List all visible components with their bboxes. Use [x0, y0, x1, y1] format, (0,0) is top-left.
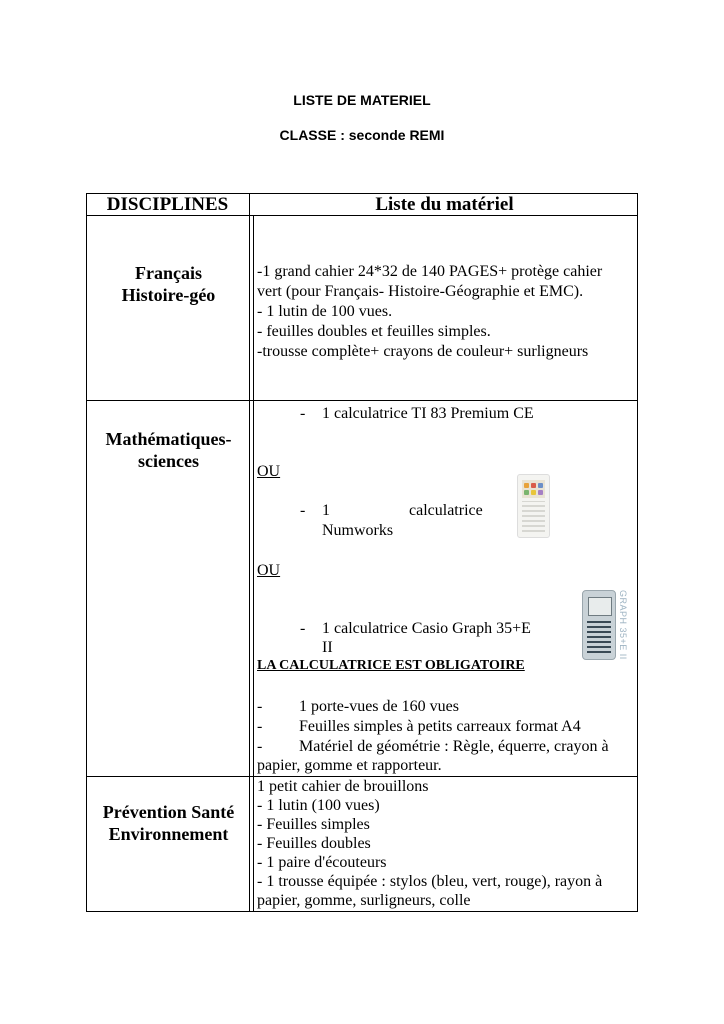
calc-casio-1: 1 calculatrice Casio Graph 35+E	[322, 620, 531, 637]
pse-item-5: - 1 paire d'écouteurs	[257, 854, 387, 871]
column-divider-inner	[253, 216, 254, 912]
header-disciplines: DISCIPLINES	[106, 194, 229, 215]
casio-calculator-image	[582, 590, 616, 660]
maths-item-1: 1 porte-vues de 160 vues	[299, 698, 459, 715]
discipline-pse-line1: Prévention Santé	[102, 802, 235, 822]
row-divider-1	[86, 400, 638, 401]
maths-item-3-cont: papier, gomme et rapporteur.	[257, 757, 442, 774]
francais-item-3: - 1 lutin de 100 vues.	[257, 303, 393, 320]
class-subtitle: CLASSE : seconde REMI	[279, 127, 445, 143]
calc-numworks-2: calculatrice	[409, 502, 483, 519]
pse-item-3: - Feuilles simples	[257, 816, 370, 833]
pse-item-4: - Feuilles doubles	[257, 835, 371, 852]
ou-2: OU	[257, 562, 281, 579]
pse-item-6: - 1 trousse équipée : stylos (bleu, vert, rouge), rayon à	[257, 873, 603, 890]
dash-casio: -	[300, 620, 306, 637]
francais-item-2: vert (pour Français- Histoire-Géographie et EMC).	[257, 283, 584, 300]
calc-numworks-3: Numworks	[322, 522, 394, 539]
pse-item-2: - 1 lutin (100 vues)	[257, 797, 380, 814]
discipline-francais	[86, 262, 251, 306]
discipline-pse	[86, 801, 251, 845]
dash-numworks: -	[300, 502, 306, 519]
pse-item-7: papier, gomme, surligneurs, colle	[257, 892, 471, 909]
dash-ti: -	[300, 405, 306, 422]
calc-ti: 1 calculatrice TI 83 Premium CE	[322, 405, 534, 422]
discipline-maths-line2: sciences	[138, 451, 199, 471]
calc-numworks-1: 1	[322, 502, 330, 519]
maths-dash-2: -	[257, 718, 263, 735]
maths-dash-1: -	[257, 698, 263, 715]
discipline-pse-line2: Environnement	[108, 824, 229, 844]
header-materiel: Liste du matériel	[375, 194, 514, 215]
maths-dash-3: -	[257, 738, 263, 755]
francais-item-1: -1 grand cahier 24*32 de 140 PAGES+ protège cahier	[257, 263, 603, 280]
francais-item-5: -trousse complète+ crayons de couleur+ surligneurs	[257, 343, 589, 360]
maths-item-2: Feuilles simples à petits carreaux format A4	[299, 718, 581, 735]
calc-casio-2: II	[322, 639, 333, 656]
calculatrice-obligatoire: LA CALCULATRICE EST OBLIGATOIRE	[257, 658, 525, 673]
numworks-calculator-image	[517, 474, 550, 538]
discipline-maths-line1: Mathématiques-	[105, 429, 232, 449]
document-title: LISTE DE MATERIEL	[293, 92, 431, 108]
discipline-francais-line2: Histoire-géo	[121, 285, 216, 305]
pse-item-1: 1 petit cahier de brouillons	[257, 778, 429, 795]
francais-item-4: - feuilles doubles et feuilles simples.	[257, 323, 491, 340]
discipline-maths	[86, 428, 251, 472]
discipline-francais-line1: Français	[135, 263, 202, 283]
maths-item-3: Matériel de géométrie : Règle, équerre, crayon à	[299, 738, 609, 755]
ou-1: OU	[257, 463, 281, 480]
casio-calculator-label: GRAPH 35+E II	[618, 590, 628, 660]
